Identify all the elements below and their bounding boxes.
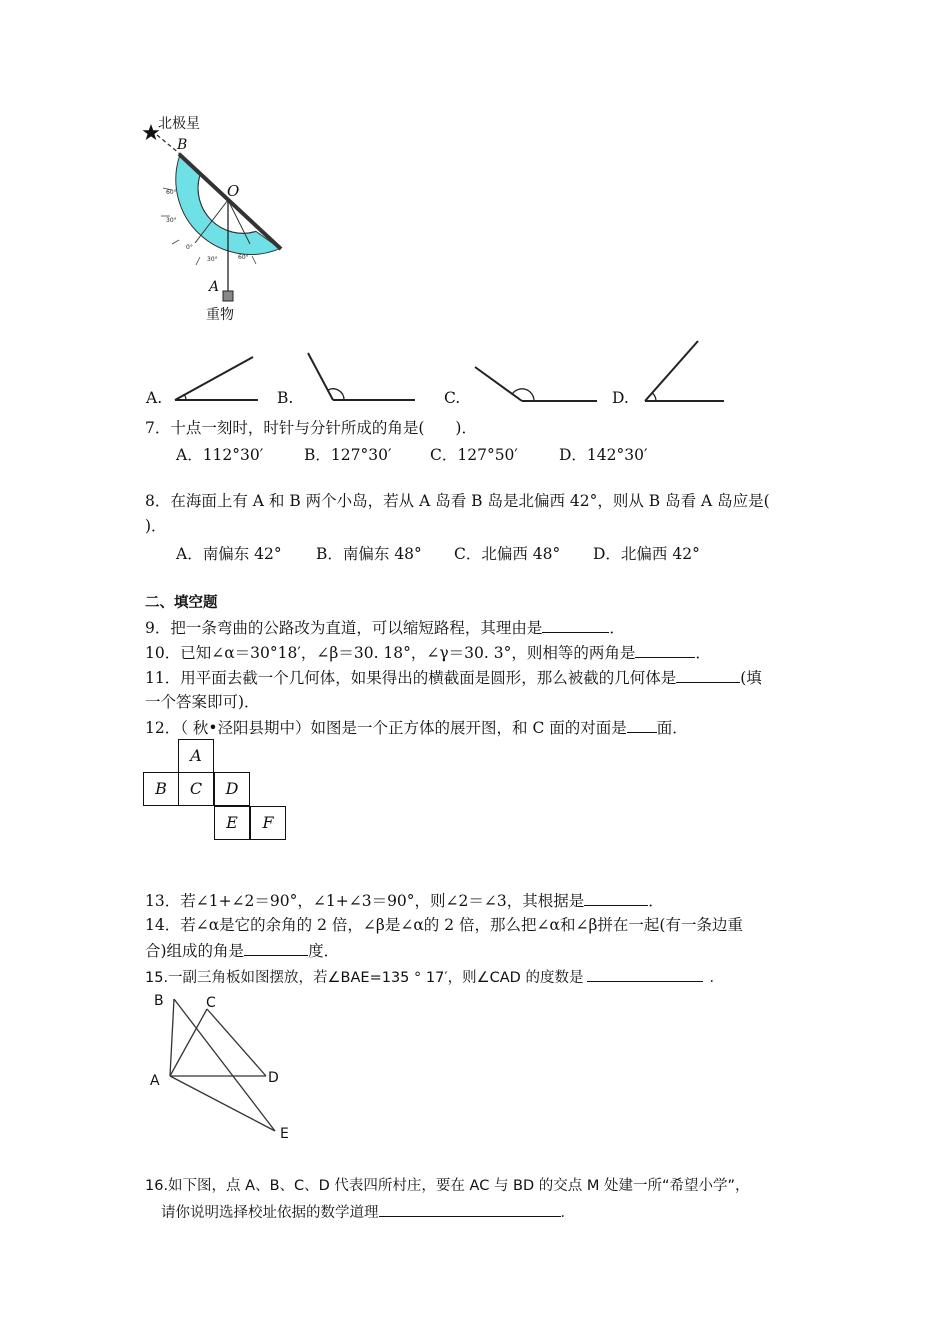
q7-option-c: C．127°50′: [430, 446, 518, 464]
q10-text: 10．已知∠α＝30°18′，∠β＝30. 18°，∠γ＝30. 3°，则相等的两角是: [145, 644, 636, 662]
q16-line1: 16.如下图，点 A、B、C、D 代表四所村庄，要在 AC 与 BD 的交点 M 处建一所“希望小学”，: [145, 1178, 750, 1194]
polaris-figure: [138, 108, 298, 328]
cube-face-a: A: [178, 739, 214, 773]
scale-60-bottom: 60°: [238, 254, 249, 261]
q6-option-c-angle: [470, 360, 600, 406]
q12-text: 12．（ 秋•泾阳县期中）如图是一个正方体的展开图，和 C 面的对面是: [145, 719, 627, 737]
cube-face-e: E: [214, 806, 250, 840]
q8-option-c: C．北偏西 48°: [454, 545, 561, 563]
scale-30-bottom: 30°: [207, 256, 218, 263]
q6-option-d-angle: [640, 338, 728, 406]
q9: [145, 617, 625, 638]
q16-line2-text: 请你说明选择校址依据的数学道理: [161, 1205, 379, 1221]
q15-blank[interactable]: [587, 966, 703, 982]
q9-end: ．: [609, 619, 625, 637]
q10-end: ．: [695, 644, 711, 662]
q16-blank[interactable]: [379, 1201, 561, 1217]
q9-text: 9．把一条弯曲的公路改为直道，可以缩短路程，其理由是: [145, 619, 543, 637]
triangle-figure: [140, 985, 310, 1145]
label-o: O: [227, 182, 240, 200]
section-heading: 二、填空题: [145, 595, 218, 611]
q10-blank[interactable]: [635, 642, 695, 658]
q6-option-b-angle: [300, 350, 420, 406]
q16-line2: [161, 1201, 575, 1223]
q7-option-a: A．112°30′: [176, 446, 264, 464]
q7-option-d: D．142°30′: [559, 446, 648, 464]
scale-0: 0°: [186, 244, 193, 251]
q12: [145, 717, 688, 738]
q11-tail: (填: [740, 669, 762, 687]
q14-end: 度．: [308, 942, 340, 960]
q8-stem-line1: 8．在海面上有 A 和 B 两个小岛，若从 A 岛看 B 岛是北偏西 42°，则从 B 岛看 A 岛应是(: [145, 492, 770, 510]
q9-blank[interactable]: [542, 617, 609, 633]
cube-face-c: C: [178, 772, 214, 806]
q12-end: 面．: [656, 719, 688, 737]
q8-stem-line2: )．: [145, 517, 167, 535]
cube-face-b: B: [143, 772, 179, 806]
scale-60-left: 60°: [166, 189, 177, 196]
q11-text: 11．用平面去截一个几何体，如果得出的横截面是圆形，那么被截的几何体是: [145, 669, 677, 687]
cube-face-f: F: [250, 806, 286, 840]
scale-30-left: 30°: [166, 217, 177, 224]
label-a: A: [209, 279, 220, 295]
q11-line1: [145, 667, 762, 688]
q10: [145, 642, 711, 663]
polaris-title: 北极星: [158, 116, 200, 132]
q14-line2-text: 合)组成的角是: [145, 942, 245, 960]
tri-label-b: B: [154, 993, 164, 1009]
q11-line2: 一个答案即可)．: [145, 693, 260, 711]
star-icon: [143, 124, 160, 140]
q7-option-b: B．127°30′: [304, 446, 392, 464]
q8-option-d: D．北偏西 42°: [593, 545, 700, 563]
weight-label: 重物: [206, 307, 234, 323]
weight-block: [223, 291, 233, 301]
q14-line1: 14．若∠α是它的余角的 2 倍，∠β是∠α的 2 倍，那么把∠α和∠β拼在一起(有一条边重: [145, 916, 743, 934]
q6-option-c-label: C.: [444, 389, 461, 407]
q6-option-a-angle: [170, 352, 265, 404]
q13: [145, 890, 664, 911]
q15-text: 15.一副三角板如图摆放，若∠BAE=135 ° 17′，则∠CAD 的度数是: [145, 970, 584, 986]
q6-option-a-label: A.: [146, 389, 163, 407]
q13-blank[interactable]: [584, 890, 648, 906]
q8-option-b: B．南偏东 48°: [316, 545, 422, 563]
q14-blank[interactable]: [244, 940, 308, 956]
q6-option-d-label: D.: [612, 389, 629, 407]
q13-text: 13．若∠1+∠2＝90°，∠1+∠3＝90°，则∠2＝∠3，其根据是: [145, 892, 585, 910]
tri-label-c: C: [206, 995, 216, 1011]
tri-label-d: D: [268, 1070, 279, 1086]
q13-end: ．: [648, 892, 664, 910]
q12-blank[interactable]: [627, 717, 657, 733]
q15-end: ．: [709, 970, 724, 986]
q8-option-a: A．南偏东 42°: [176, 545, 282, 563]
q6-option-b-label: B.: [277, 389, 294, 407]
tri-label-a: A: [150, 1073, 160, 1089]
q14-line2: [145, 940, 339, 961]
q16-end: ．: [560, 1205, 575, 1221]
q11-blank[interactable]: [676, 667, 740, 683]
label-b: B: [177, 137, 188, 153]
cube-face-d: D: [214, 772, 250, 806]
tri-label-e: E: [280, 1126, 289, 1142]
q7-stem: 7．十点一刻时，时针与分针所成的角是( )．: [145, 419, 477, 437]
